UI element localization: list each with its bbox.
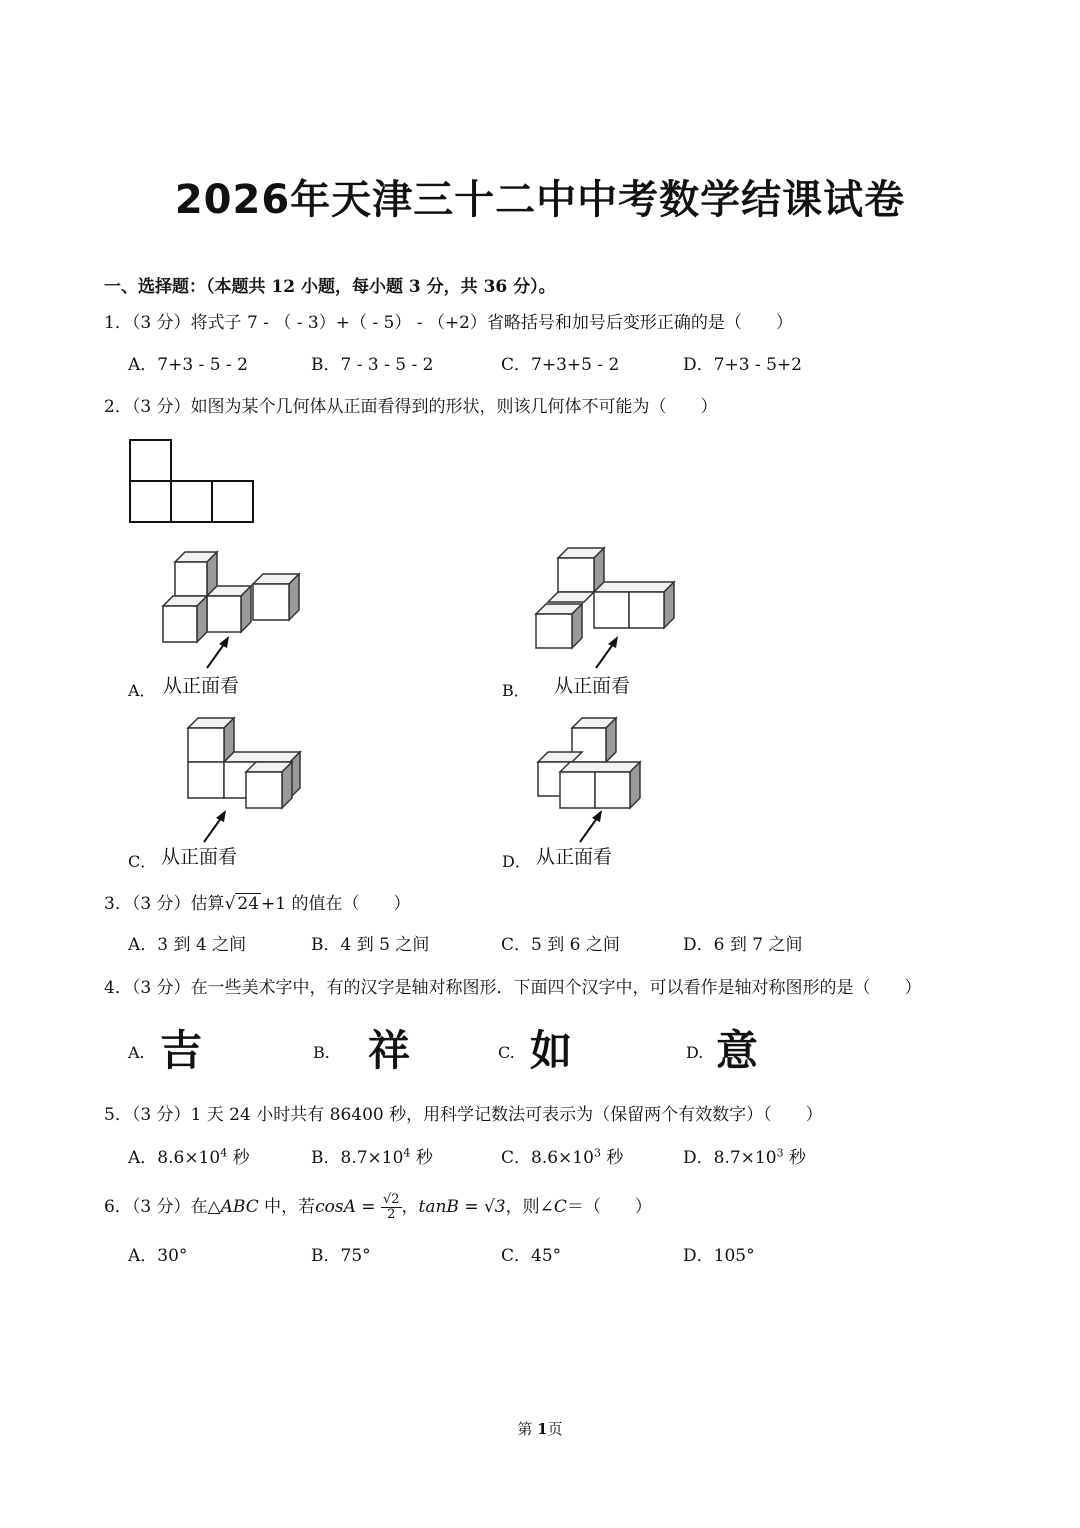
q6-option-b: B．75° — [311, 1246, 371, 1266]
q5-option-d: D．$8.7\times 10^3$ 秒 — [683, 1146, 806, 1168]
q4-option-d-letter: D. — [686, 1043, 704, 1062]
question-score: （3 分） — [131, 894, 191, 914]
q2-option-c-letter: C． — [128, 852, 157, 871]
q2-option-d-letter: D． — [502, 852, 531, 871]
q3-option-d: D．6 到 7 之间 — [683, 935, 803, 955]
q4-option-a-letter: A. — [128, 1043, 145, 1062]
triangle-name: ABC — [220, 1197, 259, 1217]
q2-option-a-caption: 从正面看 — [163, 675, 240, 697]
q5-option-a: A．$8.6\times 10^4$ 秒 — [128, 1146, 250, 1168]
q1-option-c: C．7+3+5 - 2 — [501, 355, 620, 375]
fraction: $\frac{√2}{2}$ — [382, 1192, 400, 1222]
question-number: 6． — [104, 1197, 132, 1217]
tan-expression: tanB = √3 — [418, 1197, 506, 1217]
question-3 — [104, 889, 411, 914]
q6-option-a: A．30° — [128, 1246, 188, 1266]
question-number: 4． — [104, 978, 132, 998]
question-score: （3 分） — [131, 313, 191, 333]
question-number: 5． — [104, 1105, 132, 1125]
q6-option-d: D．105° — [683, 1246, 755, 1266]
q4-option-c-char: 如 — [530, 1026, 573, 1075]
sqrt-symbol: √ — [224, 894, 236, 914]
q2-option-c-caption: 从正面看 — [161, 846, 238, 868]
q1-option-b: B．7 - 3 - 5 - 2 — [311, 355, 434, 375]
section-heading: 一、选择题：（本题共 12 小题，每小题 3 分，共 36 分）。 — [104, 277, 556, 297]
radicand: 24 — [237, 894, 260, 914]
question-6: 6．（3 分）在△ABC 中，若cosA = $\frac{√2}{2}$ ，tanB = √3，则∠C＝（ ） — [104, 1192, 652, 1222]
question-text: 在一些美术字中，有的汉字是轴对称图形．下面四个汉字中，可以看作是轴对称图形的是（ ） — [190, 978, 922, 998]
q3-option-a: A．3 到 4 之间 — [128, 935, 247, 955]
q3-option-b: B．4 到 5 之间 — [311, 935, 430, 955]
q2-option-a-figure — [155, 548, 305, 668]
q2-option-c-figure — [180, 714, 310, 844]
question-score: （3 分） — [131, 397, 191, 417]
question-4 — [104, 973, 922, 998]
q2-option-d-figure — [534, 714, 664, 844]
question-score: （3 分） — [131, 978, 191, 998]
question-text-after: +1 的值在（ ） — [261, 894, 411, 914]
q5-option-c: C．$8.6\times 10^3$ 秒 — [501, 1146, 624, 1168]
q1-option-a: A．7+3 - 5 - 2 — [128, 355, 248, 375]
question-score: （3 分） — [131, 1105, 191, 1125]
question-5 — [104, 1100, 823, 1125]
q4-option-c-letter: C. — [498, 1043, 515, 1062]
front-view-figure — [128, 438, 258, 526]
question-2 — [104, 392, 718, 417]
question-text: 将式子 7 - （ - 3）+（ - 5） - （+2）省略括号和加号后变形正确的是（ ） — [190, 313, 793, 333]
q2-option-b-letter: B． — [502, 681, 530, 700]
q4-option-d-char: 意 — [716, 1026, 759, 1075]
cos-expression: cosA = — [315, 1197, 381, 1217]
q3-option-c: C．5 到 6 之间 — [501, 935, 620, 955]
q6-option-c: C．45° — [501, 1246, 562, 1266]
q2-option-b-caption: 从正面看 — [554, 675, 631, 697]
question-text: 如图为某个几何体从正面看得到的形状，则该几何体不可能为（ ） — [190, 397, 718, 417]
question-score: （3 分） — [131, 1197, 191, 1217]
page-footer: 第 1页 — [517, 1420, 563, 1438]
question-number: 2． — [104, 397, 132, 417]
q2-option-d-caption: 从正面看 — [536, 846, 613, 868]
q4-option-a-char: 吉 — [160, 1026, 203, 1075]
question-number: 1． — [104, 313, 132, 333]
angle-name: C — [553, 1197, 567, 1217]
question-1 — [104, 308, 793, 333]
page-number: 1 — [537, 1420, 548, 1438]
page-title: 2026年天津三十二中中考数学结课试卷 — [174, 177, 906, 223]
question-text: 1 天 24 小时共有 86400 秒，用科学记数法可表示为（保留两个有效数字）（ ） — [190, 1105, 823, 1125]
question-number: 3． — [104, 894, 132, 914]
q2-option-b-figure — [530, 546, 680, 666]
q4-option-b-letter: B. — [313, 1043, 330, 1062]
q5-option-b: B．$8.7\times 10^4$ 秒 — [311, 1146, 433, 1168]
q1-option-d: D．7+3 - 5+2 — [683, 355, 802, 375]
question-text-before: 估算 — [190, 894, 225, 914]
q2-option-a-letter: A． — [128, 681, 156, 700]
q4-option-b-char: 祥 — [368, 1026, 411, 1075]
